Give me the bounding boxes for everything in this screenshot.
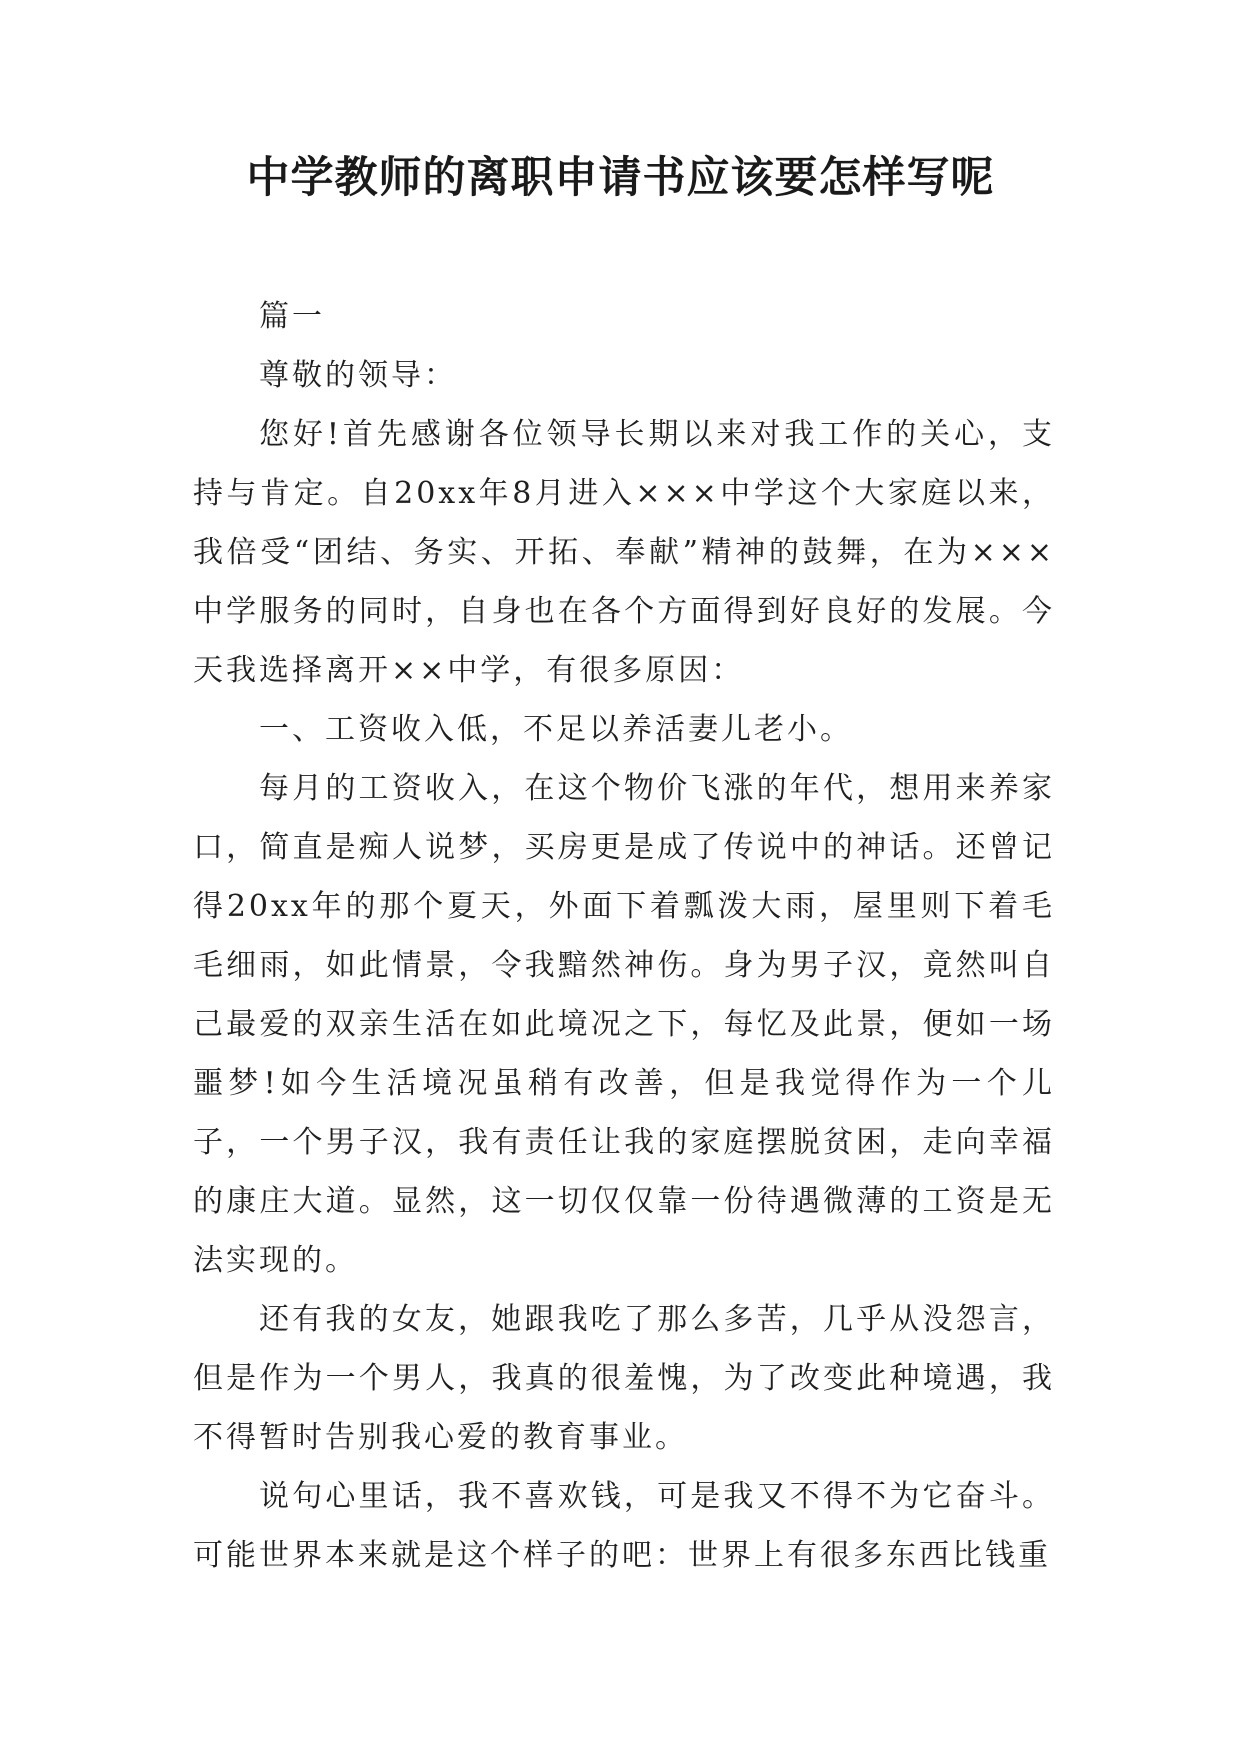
document-title: 中学教师的离职申请书应该要怎样写呢 bbox=[246, 153, 995, 203]
salutation: 尊敬的领导： bbox=[259, 358, 457, 393]
paragraph-intro: 您好!首先感谢各位领导长期以来对我工作的关心，支持与肯定。自20xx年8月进入×××中学这个大家庭以来，我倍受“团结、务实、开拓、奉献”精神的鼓舞，在为×××中学服务的同时，自身也在各个方面得到好良好的发展。今天我选择离开××中学，有很多原因： bbox=[193, 417, 1055, 688]
paragraph-money: 说句心里话，我不喜欢钱，可是我又不得不为它奋斗。可能世界本来就是这个样子的吧：世界上有很多东西比钱重 bbox=[193, 1479, 1055, 1573]
paragraph-salary: 每月的工资收入，在这个物价飞涨的年代，想用来养家口，简直是痴人说梦，买房更是成了传说中的神话。还曾记得20xx年的那个夏天，外面下着瓢泼大雨，屋里则下着毛毛细雨，如此情景，令我黯然神伤。身为男子汉，竟然叫自己最爱的双亲生活在如此境况之下，每忆及此景，便如一场噩梦!如今生活境况虽稍有改善，但是我觉得作为一个儿子，一个男子汉，我有责任让我的家庭摆脱贫困，走向幸福的康庄大道。显然，这一切仅仅靠一份待遇微薄的工资是无法实现的。 bbox=[193, 771, 1055, 1278]
reason-heading: 一、工资收入低，不足以养活妻儿老小。 bbox=[259, 712, 853, 747]
document-body bbox=[193, 287, 1055, 1585]
section-heading: 篇一 bbox=[259, 299, 325, 334]
paragraph-girlfriend: 还有我的女友，她跟我吃了那么多苦，几乎从没怨言，但是作为一个男人，我真的很羞愧，为了改变此种境遇，我不得暂时告别我心爱的教育事业。 bbox=[193, 1302, 1055, 1455]
